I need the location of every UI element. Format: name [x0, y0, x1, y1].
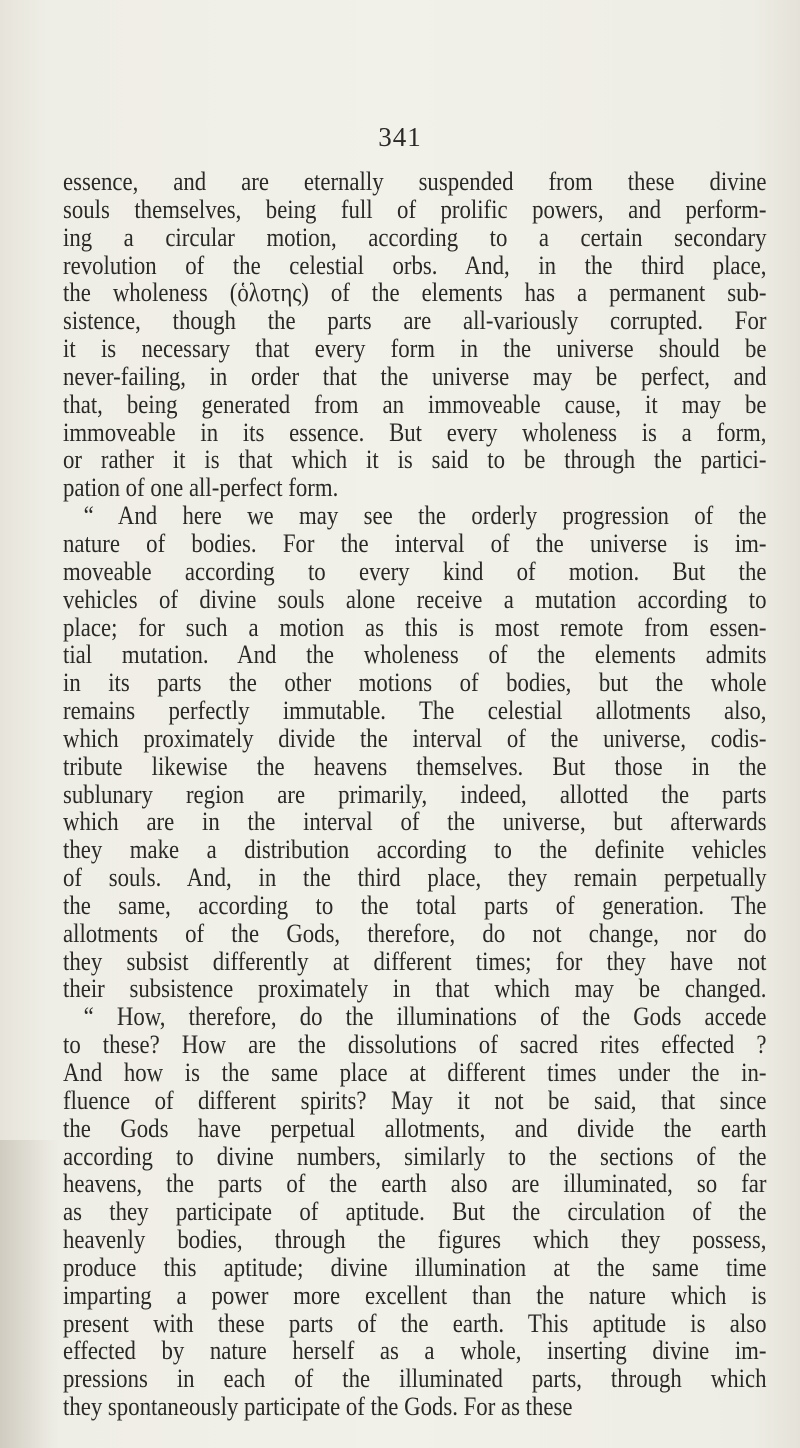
text-line: allotments of the Gods, therefore, do not change, nor do	[63, 917, 767, 948]
text-line: nature of bodies. For the interval of the universe is im-	[63, 527, 767, 558]
text-line: pation of one all-perfect form.	[63, 472, 339, 503]
text-line: vehicles of divine souls alone receive a mutation according to	[63, 583, 767, 614]
text-line: remains perfectly immutable. The celestial allotments also,	[63, 695, 767, 726]
text-line: the wholeness (ὁλοτης) of the elements has a permanent sub-	[63, 277, 767, 308]
text-line: to these? How are the dissolutions of sacred rites effected ?	[63, 1029, 767, 1060]
text-line: moveable according to every kind of motion. But the	[63, 555, 767, 586]
text-line: which are in the interval of the universe, but afterwards	[63, 806, 767, 837]
text-line: souls themselves, being full of prolific powers, and perform-	[63, 193, 767, 224]
text-line: present with these parts of the earth. This aptitude is also	[63, 1307, 767, 1338]
text-line: the same, according to the total parts of generation. The	[63, 889, 767, 920]
text-line: of souls. And, in the third place, they remain perpetually	[63, 862, 767, 893]
text-line: effected by nature herself as a whole, inserting divine im-	[63, 1335, 767, 1366]
text-line: produce this aptitude; divine illumination at the same time	[63, 1251, 767, 1282]
text-line: ing a circular motion, according to a certain secondary	[63, 221, 767, 252]
text-line: pressions in each of the illuminated parts, through which	[63, 1363, 767, 1394]
text-line: “ And here we may see the orderly progression of the	[83, 500, 767, 531]
text-line: according to divine numbers, similarly to the sections of the	[63, 1140, 767, 1171]
text-line: or rather it is that which it is said to be through the partici-	[63, 444, 767, 475]
text-line: revolution of the celestial orbs. And, in the third place,	[63, 249, 767, 280]
text-line: “ How, therefore, do the illuminations of the Gods accede	[83, 1001, 767, 1032]
page-number: 341	[378, 122, 422, 152]
body-text	[63, 168, 767, 1421]
text-line: imparting a power more excellent than the nature which is	[63, 1279, 767, 1310]
text-line: never-failing, in order that the universe may be perfect, and	[63, 360, 767, 391]
text-line: And how is the same place at different times under the in-	[63, 1057, 767, 1087]
text-line: which proximately divide the interval of the universe, codis-	[63, 722, 767, 753]
text-line: their subsistence proximately in that which may be changed.	[63, 973, 767, 1004]
text-line: that, being generated from an immoveable cause, it may be	[63, 388, 767, 419]
text-line: immoveable in its essence. But every wholeness is a form,	[63, 416, 767, 447]
text-line: sublunary region are primarily, indeed, allotted the parts	[63, 778, 767, 809]
text-line: tribute likewise the heavens themselves. But those in the	[63, 750, 767, 781]
text-line: heavenly bodies, through the figures which they possess,	[63, 1224, 767, 1255]
text-line: as they participate of aptitude. But the circulation of the	[63, 1196, 767, 1227]
page-edge-shadow	[0, 1140, 60, 1448]
text-line: they make a distribution according to the definite vehicles	[63, 834, 767, 865]
text-line: they spontaneously participate of the Gods. For as these	[63, 1391, 573, 1422]
text-line: tial mutation. And the wholeness of the elements admits	[63, 639, 767, 670]
text-line: they subsist differently at different times; for they have not	[63, 945, 767, 976]
text-line: in its parts the other motions of bodies, but the whole	[63, 667, 767, 698]
text-line: heavens, the parts of the earth also are illuminated, so far	[63, 1168, 767, 1199]
text-line: fluence of different spirits? May it not be said, that since	[63, 1084, 767, 1115]
text-line: the Gods have perpetual allotments, and divide the earth	[63, 1112, 767, 1143]
text-line: it is necessary that every form in the universe should be	[63, 333, 767, 364]
text-line: sistence, though the parts are all-variously corrupted. For	[63, 305, 767, 336]
text-line: essence, and are eternally suspended from these divine	[63, 166, 767, 196]
text-line: place; for such a motion as this is most remote from essen-	[63, 611, 767, 642]
